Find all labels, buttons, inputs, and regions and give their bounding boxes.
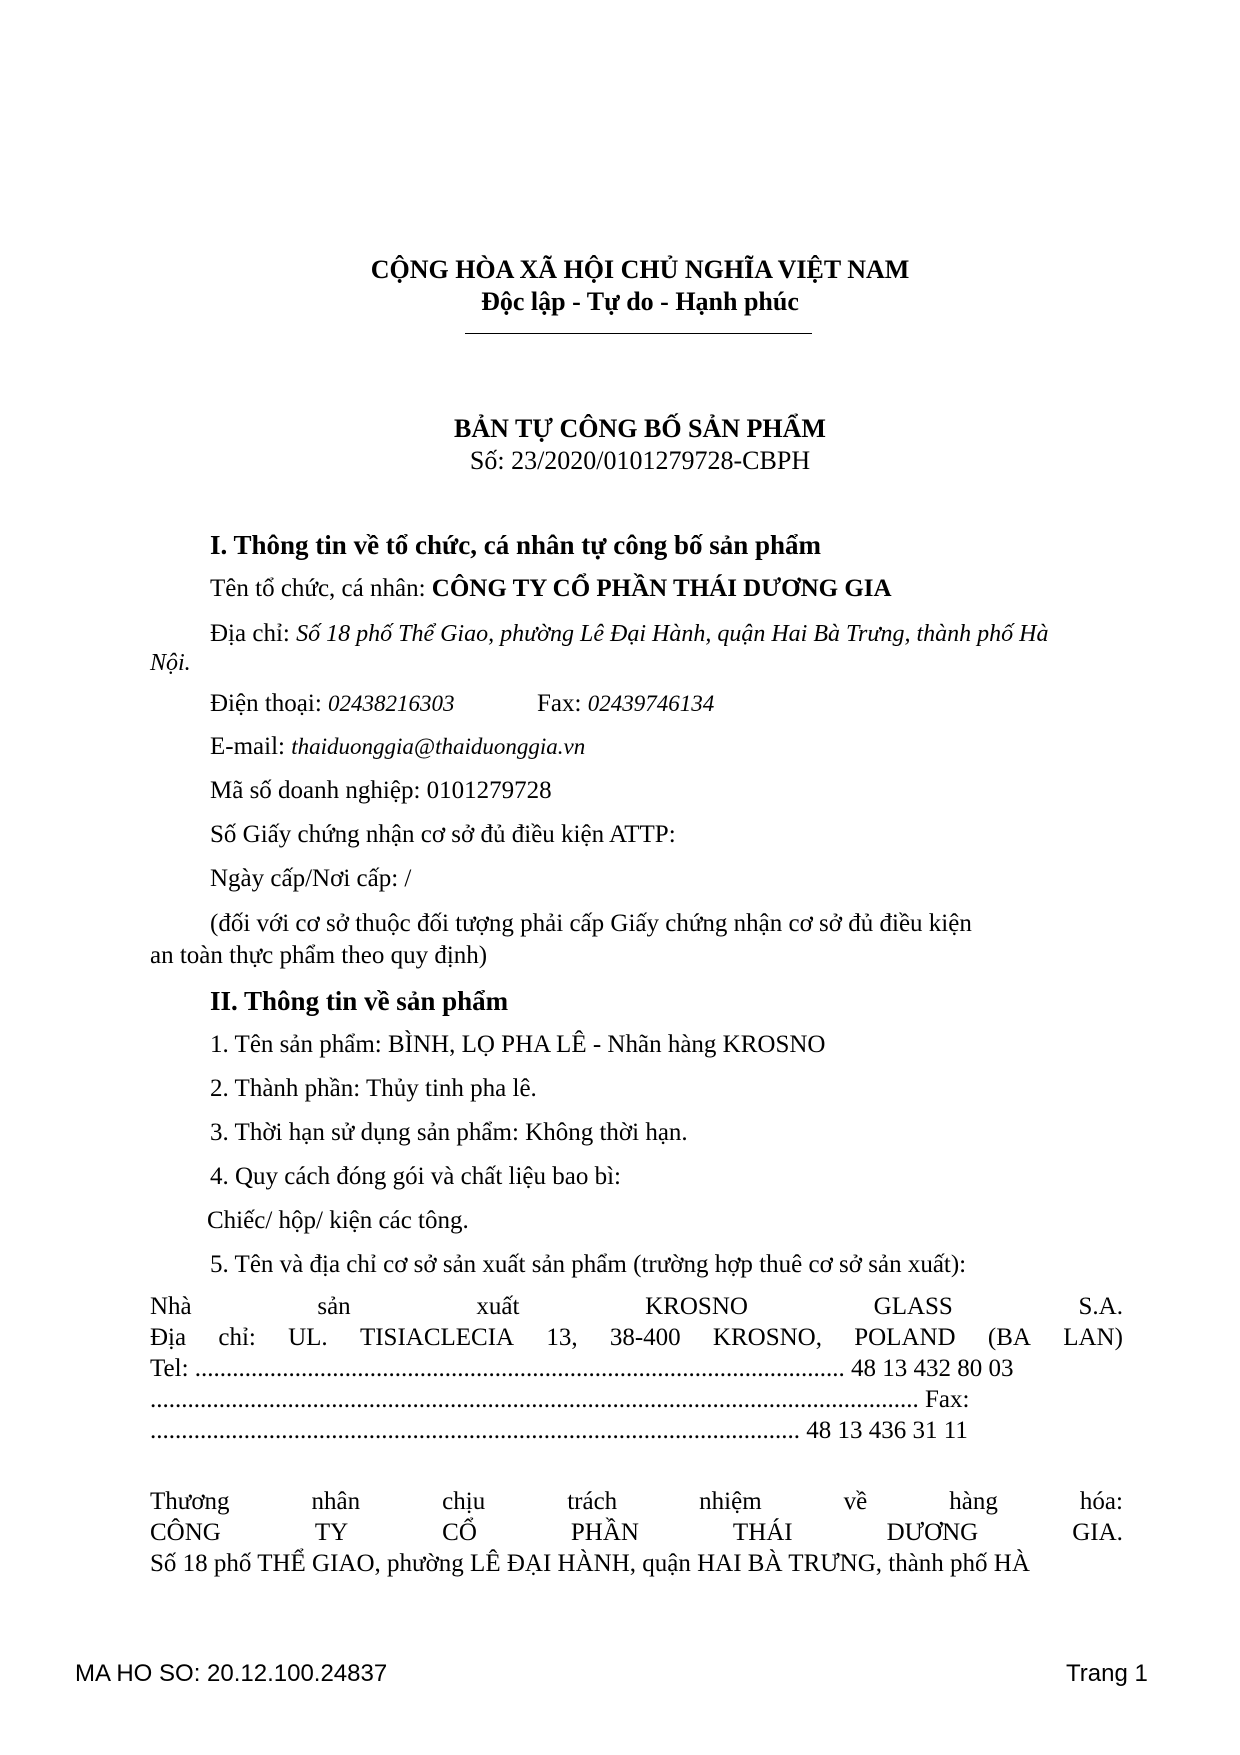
country-name: CỘNG HÒA XÃ HỘI CHỦ NGHĨA VIỆT NAM <box>370 255 910 284</box>
word: nhân <box>311 1488 361 1515</box>
dossier-code: MA HO SO: 20.12.100.24837 <box>75 1660 388 1687</box>
phone-row <box>210 690 455 718</box>
phone-value: 02438216303 <box>328 691 455 716</box>
cert-note-line1: (đối với cơ sở thuộc đối tượng phải cấp Giấy chứng nhận cơ sở đủ điều kiện <box>210 910 972 937</box>
word: (BA <box>987 1324 1031 1351</box>
word: DƯƠNG <box>886 1519 979 1546</box>
packaging-detail: Chiếc/ hộp/ kiện các tông. <box>207 1207 469 1234</box>
word: GIA. <box>1072 1519 1123 1546</box>
word: LAN) <box>1063 1324 1123 1351</box>
fax-label: Fax: <box>537 690 588 717</box>
fax-number-line: ........................................................................................................ 48 13 436 31 11 <box>150 1417 968 1444</box>
word: hàng <box>949 1488 998 1515</box>
section-1-heading: I. Thông tin về tổ chức, cá nhân tự công bố sản phẩm <box>210 530 822 560</box>
org-name-row <box>210 575 892 603</box>
word: nhiệm <box>699 1488 762 1515</box>
fax-row <box>537 690 714 718</box>
word: CÔNG <box>150 1519 221 1546</box>
address-value-line1: Số 18 phố Thể Giao, phường Lê Đại Hành, quận Hai Bà Trưng, thành phố Hà <box>296 621 1049 647</box>
org-name-label: Tên tổ chức, cá nhân: <box>210 575 432 602</box>
word: trách <box>567 1488 618 1515</box>
trader-company-line <box>150 1519 1123 1547</box>
word: Nhà <box>150 1293 192 1320</box>
tel-line: Tel: ........................................................................................................ 48 13 432 80 03 <box>150 1355 1014 1382</box>
packaging-item: 4. Quy cách đóng gói và chất liệu bao bì: <box>210 1163 621 1190</box>
word: S.A. <box>1078 1293 1123 1320</box>
ingredients-item: 2. Thành phần: Thủy tinh pha lê. <box>210 1075 537 1102</box>
phone-label: Điện thoại: <box>210 690 329 717</box>
address-row <box>210 620 1048 648</box>
section-2-heading: II. Thông tin về sản phẩm <box>210 986 509 1016</box>
manufacturer-address-line <box>150 1324 1123 1352</box>
word: TY <box>314 1519 349 1546</box>
document-title: BẢN TỰ CÔNG BỐ SẢN PHẨM <box>454 414 826 443</box>
email-row <box>210 733 585 761</box>
word: Địa <box>150 1324 187 1351</box>
cert-label: Số Giấy chứng nhận cơ sở đủ điều kiện ATTP: <box>210 821 676 848</box>
fax-value: 02439746134 <box>587 691 715 716</box>
tax-row <box>210 777 552 805</box>
word: 38-400 <box>609 1324 681 1351</box>
trader-address-line: Số 18 phố THỂ GIAO, phường LÊ ĐẠI HÀNH, quận HAI BÀ TRƯNG, thành phố HÀ <box>150 1550 1030 1577</box>
email-label: E-mail: <box>210 733 292 760</box>
cert-note-line2: an toàn thực phẩm theo quy định) <box>150 942 488 969</box>
trader-label-line <box>150 1488 1123 1516</box>
shelf-life-item: 3. Thời hạn sử dụng sản phẩm: Không thời hạn. <box>210 1119 688 1146</box>
word: POLAND <box>854 1324 956 1351</box>
page-number: Trang 1 <box>1066 1660 1148 1687</box>
word: hóa: <box>1079 1488 1123 1515</box>
word: TISIACLECIA <box>359 1324 515 1351</box>
word: UL. <box>288 1324 328 1351</box>
word: Thương <box>150 1488 230 1515</box>
issue-label: Ngày cấp/Nơi cấp: / <box>210 865 412 892</box>
word: CỔ <box>442 1519 477 1546</box>
word: KROSNO, <box>712 1324 822 1351</box>
manufacturer-line <box>150 1293 1123 1321</box>
address-value-line2: Nội. <box>150 650 191 676</box>
word: 13, <box>546 1324 578 1351</box>
product-name-item: 1. Tên sản phẩm: BÌNH, LỌ PHA LÊ - Nhãn hàng KROSNO <box>210 1031 826 1058</box>
document-number: Số: 23/2020/0101279728-CBPH <box>469 446 811 475</box>
word: THÁI <box>732 1519 793 1546</box>
manufacturer-item: 5. Tên và địa chỉ cơ sở sản xuất sản phẩm (trường hợp thuê cơ sở sản xuất): <box>210 1251 967 1278</box>
email-value: thaiduonggia@thaiduonggia.vn <box>291 734 586 759</box>
word: sản <box>317 1293 351 1320</box>
org-name-value: CÔNG TY CỔ PHẦN THÁI DƯƠNG GIA <box>431 575 892 602</box>
word: chịu <box>442 1488 486 1515</box>
national-motto: Độc lập - Tự do - Hạnh phúc <box>481 287 799 316</box>
tax-label: Mã số doanh nghiệp: <box>210 777 427 804</box>
word: KROSNO <box>645 1293 748 1320</box>
header-underline <box>465 333 812 334</box>
word: xuất <box>476 1293 520 1320</box>
tax-value: 0101279728 <box>426 777 552 804</box>
fax-line: ........................................................................................................................... Fax: <box>150 1386 970 1413</box>
word: chỉ: <box>218 1324 256 1351</box>
word: về <box>843 1488 868 1515</box>
word: GLASS <box>873 1293 953 1320</box>
address-label: Địa chỉ: <box>210 620 297 647</box>
word: PHẦN <box>570 1519 639 1546</box>
